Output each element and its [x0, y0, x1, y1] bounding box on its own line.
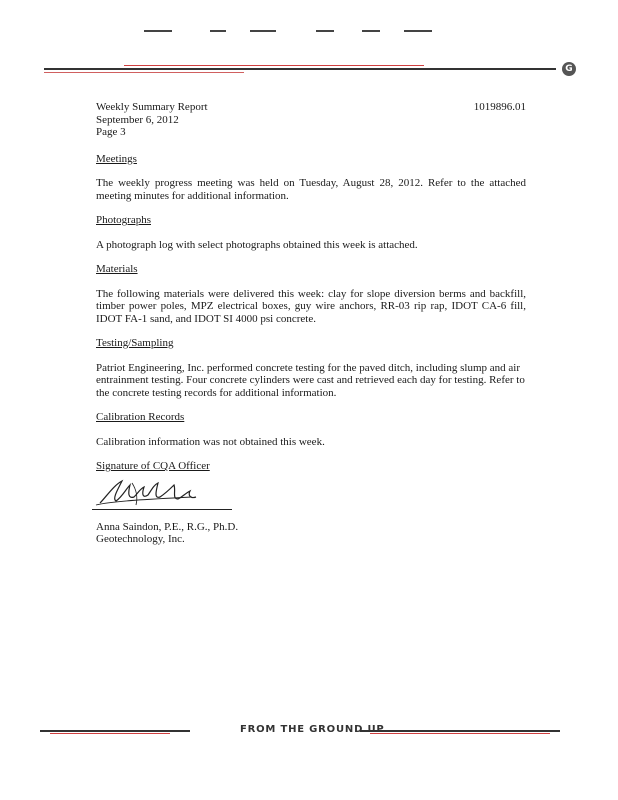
signature-block	[96, 475, 526, 511]
signer-name: Anna Saindon, P.E., R.G., Ph.D.	[96, 520, 239, 533]
section-body-testing: Patriot Engineering, Inc. performed concrete testing for the paved ditch, including slump and air entrainment testing. Four concrete cylinders were cast and retrieved each day for testing. Refer to the concrete testing records for additional information.	[96, 361, 525, 399]
letterhead-footer	[40, 724, 568, 738]
report-title: Weekly Summary Report	[96, 101, 208, 113]
letterhead-header-marks	[140, 30, 440, 34]
page-number: Page 3	[96, 126, 126, 138]
section-title-photographs: Photographs	[96, 214, 151, 226]
section-title-calibration: Calibration Records	[96, 411, 185, 423]
footer-tagline: FROM THE GROUND UP	[240, 724, 385, 735]
letterhead-top-rule	[44, 64, 572, 74]
section-body-materials: The following materials were delivered this week: clay for slope diversion berms and backfill, timber power poles, MPZ electrical boxes, guy wire anchors, RR-03 rip rap, IDOT CA-6 fill, IDOT FA-1 sand, and IDOT SI 4000 psi concrete.	[96, 287, 526, 325]
section-title-materials: Materials	[96, 263, 138, 275]
section-body-photographs: A photograph log with select photographs obtained this week is attached.	[96, 238, 418, 251]
handwritten-signature	[92, 475, 232, 511]
letter-body	[96, 101, 526, 546]
section-body-calibration: Calibration information was not obtained this week.	[96, 435, 325, 448]
signer-company: Geotechnology, Inc.	[96, 533, 185, 545]
project-number: 1019896.01	[473, 101, 526, 113]
company-logo-icon: G	[562, 62, 576, 76]
section-title-signature: Signature of CQA Officer	[96, 460, 210, 472]
report-header	[96, 101, 526, 139]
section-title-meetings: Meetings	[96, 152, 137, 165]
section-body-meetings: The weekly progress meeting was held on Tuesday, August 28, 2012. Refer to the attached meeting minutes for additional information.	[96, 177, 526, 202]
report-date: September 6, 2012	[96, 113, 179, 126]
section-title-testing: Testing/Sampling	[96, 337, 174, 349]
signature-line	[92, 509, 232, 510]
